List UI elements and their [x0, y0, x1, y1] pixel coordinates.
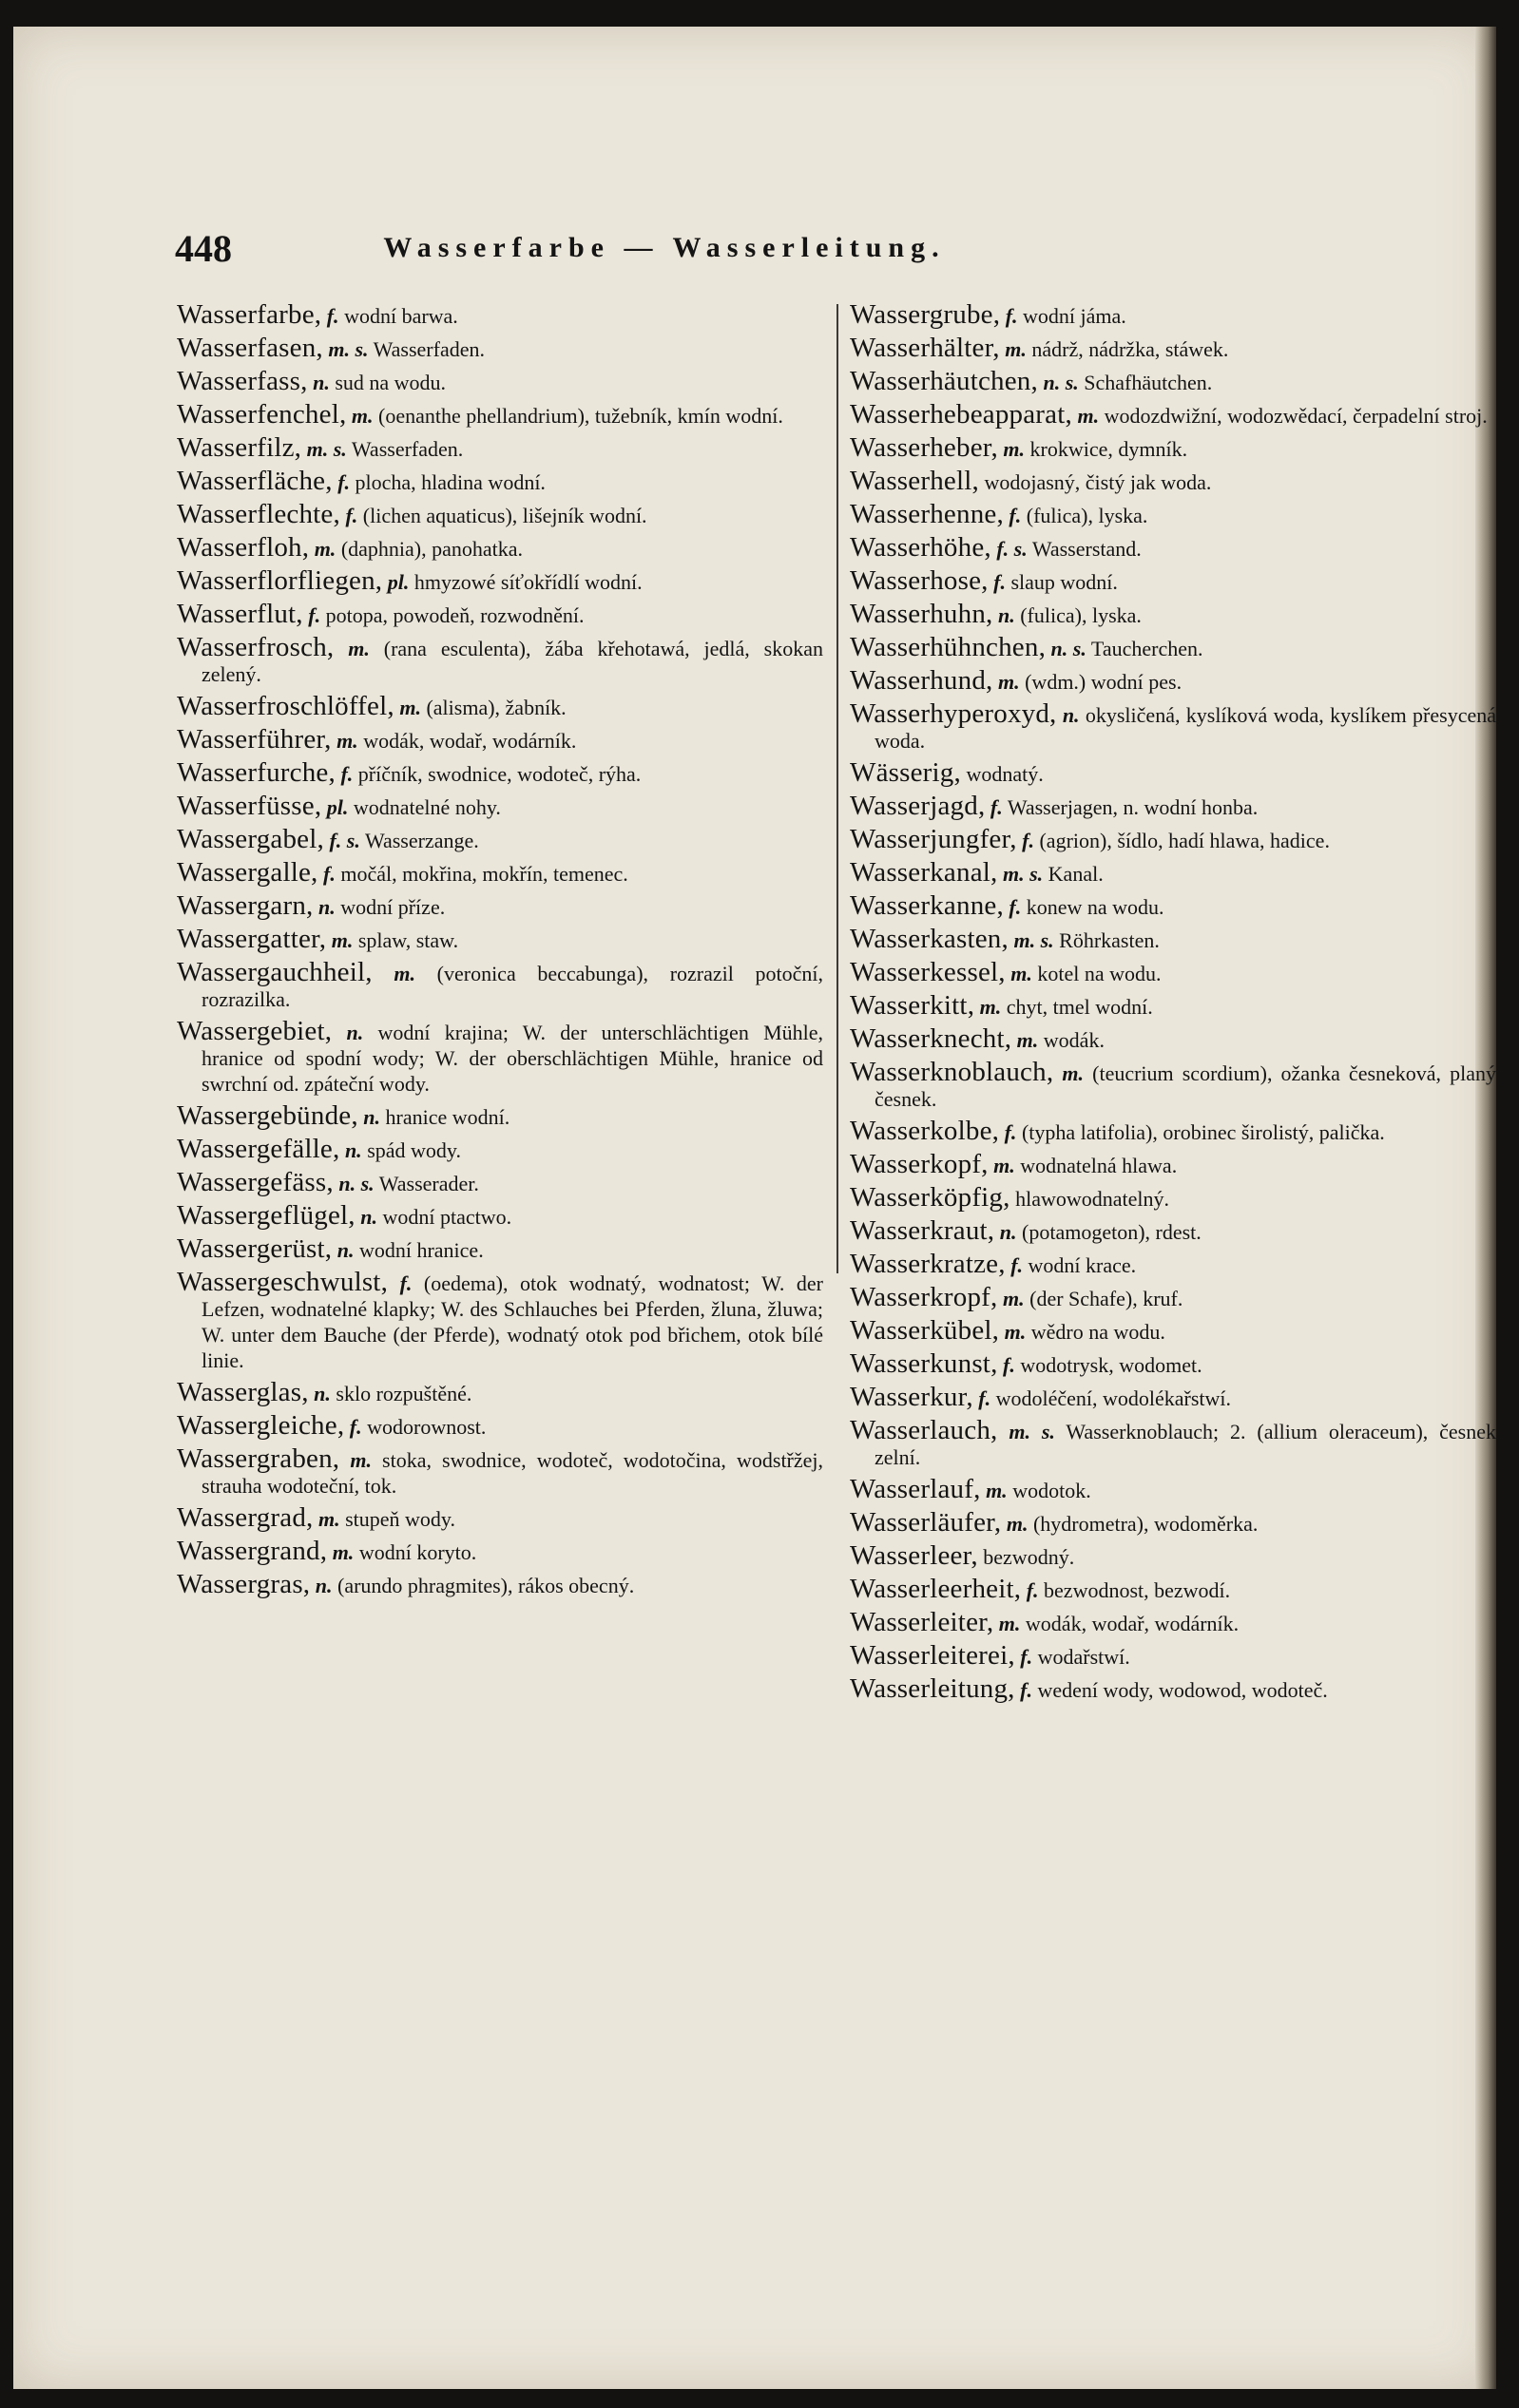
entry-definition: okysličená, kyslíková woda, kyslíkem přesycená woda. [875, 703, 1496, 753]
entry-grammar: f. [1020, 1678, 1032, 1702]
dictionary-entry [177, 1377, 823, 1407]
entry-grammar: m. [336, 729, 358, 753]
entry-grammar: m. [1077, 404, 1100, 428]
page-number: 448 [175, 227, 232, 270]
entry-definition: močál, mokřina, mokřín, temenec. [340, 862, 628, 886]
entry-headword: Wasserlauch, [850, 1415, 998, 1445]
entry-grammar: f. [1009, 895, 1022, 919]
entry-definition: potopa, powodeň, rozwodnění. [325, 603, 585, 627]
entry-definition: wodní hranice. [358, 1238, 484, 1262]
entry-grammar: n. [346, 1021, 364, 1044]
entry-definition: wědro na wodu. [1030, 1320, 1165, 1344]
entry-headword: Wasserleer, [850, 1540, 978, 1571]
entry-grammar: m. [1010, 962, 1032, 985]
page-header [175, 226, 1154, 274]
entry-headword: Wasserheber, [850, 432, 998, 463]
entry-headword: Wasserflechte, [177, 499, 340, 529]
dictionary-entry [850, 1282, 1496, 1312]
entry-headword: Wasserhuhn, [850, 599, 993, 629]
entry-definition: wodní příze. [340, 895, 446, 919]
entry-headword: Wasserkolbe, [850, 1116, 1000, 1146]
entry-definition: (potamogeton), rdest. [1022, 1220, 1202, 1244]
entry-headword: Wasserglas, [177, 1377, 309, 1407]
entry-grammar: m. s. [306, 437, 347, 461]
entry-grammar: m. [1006, 1512, 1029, 1536]
entry-definition: Kanal. [1048, 862, 1104, 886]
entry-headword: Wassergebiet, [177, 1016, 333, 1046]
dictionary-entry [177, 1538, 823, 1565]
entry-headword: Wasserflut, [177, 599, 303, 629]
entry-headword: Wasserleitung, [850, 1673, 1015, 1704]
dictionary-entry [850, 698, 1496, 754]
entry-grammar: m. [1003, 437, 1026, 461]
entry-headword: Wassergrube, [850, 299, 1001, 330]
dictionary-entry [177, 724, 823, 755]
entry-grammar: n. [1062, 703, 1080, 727]
dictionary-entry [850, 1474, 1496, 1504]
entry-headword: Wassergarn, [177, 890, 314, 921]
entry-grammar: m. [997, 670, 1020, 694]
entry-headword: Wasserfläche, [177, 466, 333, 496]
entry-grammar: f. [349, 1415, 362, 1439]
entry-grammar: m. s. [1002, 862, 1044, 886]
entry-grammar: f. [308, 603, 321, 627]
entry-headword: Wasserkratze, [850, 1249, 1006, 1279]
entry-headword: Wasserkanne, [850, 890, 1004, 921]
entry-definition: konew na wodu. [1026, 895, 1164, 919]
entry-grammar: pl. [326, 795, 349, 819]
entry-definition: (fulica), lyska. [1026, 504, 1148, 527]
entry-definition: (agrion), šídlo, hadí hlawa, hadice. [1039, 829, 1330, 852]
entry-grammar: m. [314, 537, 336, 561]
entry-headword: Wasserhose, [850, 565, 989, 596]
entry-grammar: m. [332, 1540, 355, 1564]
dictionary-entry [850, 499, 1496, 529]
entry-headword: Wasserlauf, [850, 1474, 981, 1504]
entry-definition: hmyzowé síťokřídlí wodní. [413, 570, 643, 594]
entry-grammar: f. [978, 1386, 991, 1410]
entry-definition: sud na wodu. [335, 371, 447, 394]
entry-headword: Wassergrad, [177, 1502, 314, 1533]
dictionary-entry [850, 1415, 1496, 1470]
entry-headword: Wasserkropf, [850, 1282, 998, 1312]
entry-definition: Wasserknoblauch; 2. (allium oleraceum), česnek zelní. [875, 1420, 1496, 1469]
dictionary-entry [177, 793, 823, 820]
dictionary-entry [850, 299, 1496, 330]
entry-headword: Wasserleiterei, [850, 1640, 1015, 1671]
entry-definition: wodoléčení, wodolékařstwí. [995, 1386, 1232, 1410]
dictionary-entry [177, 632, 824, 687]
entry-headword: Wasserleiter, [850, 1607, 994, 1637]
dictionary-entry [850, 1182, 1496, 1213]
entry-definition: (hydrometra), wodoměrka. [1032, 1512, 1259, 1536]
entry-grammar: m. [1016, 1028, 1039, 1052]
dictionary-entry [177, 1410, 823, 1441]
dictionary-entry [177, 924, 823, 954]
entry-headword: Wasserleerheit, [850, 1574, 1022, 1604]
entry-definition: (teucrium scordium), ožanka česneková, planý česnek. [875, 1061, 1497, 1111]
entry-headword: Wasserfüsse, [177, 791, 322, 821]
dictionary-entry [177, 1134, 823, 1164]
dictionary-entry [177, 857, 823, 888]
dictionary-entry [850, 757, 1496, 788]
entry-headword: Wasserfass, [177, 366, 308, 396]
entry-grammar: n. [360, 1205, 378, 1229]
entry-definition: spád wody. [367, 1138, 461, 1162]
entry-definition: hlawowodnatelný. [1015, 1187, 1169, 1211]
entry-headword: Wasserflorfliegen, [177, 565, 383, 596]
entry-definition: wodní krajina; W. der unterschlächtigen Mühle, hranice od spodní wody; W. der oberschlächtigen Mühle, hranice od swrchní od. zpáteční wody. [202, 1021, 824, 1096]
dictionary-entry [850, 532, 1496, 563]
entry-grammar: n. [314, 1382, 331, 1405]
dictionary-entry [177, 499, 823, 529]
entry-definition: wodní krace. [1028, 1253, 1137, 1277]
entry-definition: slaup wodní. [1010, 570, 1118, 594]
dictionary-entry [850, 1057, 1497, 1112]
entry-headword: Wasserfroschlöffel, [177, 691, 394, 721]
entry-headword: Wasserhöhe, [850, 532, 991, 563]
entry-headword: Wassergras, [177, 1569, 311, 1599]
dictionary-page [13, 27, 1496, 2389]
dictionary-entry [850, 857, 1496, 888]
entry-definition: Schafhäutchen. [1084, 371, 1213, 394]
entry-definition: Wasserfaden. [351, 437, 464, 461]
dictionary-entry [850, 632, 1496, 662]
entry-grammar: m. [331, 928, 354, 952]
entry-grammar: f. [345, 504, 358, 527]
dictionary-entry [177, 1016, 824, 1097]
entry-grammar: m. [394, 962, 415, 985]
dictionary-entry [177, 468, 823, 495]
entry-grammar: f. [1009, 504, 1022, 527]
entry-definition: wodní barwa. [344, 304, 458, 328]
dictionary-entry [177, 1100, 823, 1131]
entry-headword: Wasserkopf, [850, 1149, 989, 1179]
entry-definition: wedení wody, wodowod, wodoteč. [1037, 1678, 1328, 1702]
dictionary-entry [177, 890, 823, 921]
entry-definition: krokwice, dymník. [1029, 437, 1188, 461]
entry-definition: (arundo phragmites), rákos obecný. [337, 1574, 635, 1597]
dictionary-entry [850, 1574, 1496, 1604]
entry-definition: wodotrysk, wodomet. [1020, 1353, 1202, 1377]
entry-grammar: m. s. [1013, 928, 1054, 952]
entry-definition: (oenanthe phellandrium), tužebník, kmín wodní. [378, 404, 783, 428]
entry-grammar: f. [399, 1271, 413, 1295]
entry-headword: Wasserläufer, [850, 1507, 1002, 1538]
entry-grammar: m. [350, 1448, 372, 1472]
entry-headword: Wasserkessel, [850, 957, 1006, 987]
dictionary-entry [850, 1023, 1496, 1054]
dictionary-entry [850, 1315, 1496, 1346]
entry-headword: Wasserfasen, [177, 333, 323, 363]
dictionary-entry [850, 1249, 1496, 1279]
entry-headword: Wasserkunst, [850, 1348, 998, 1379]
dictionary-entry [850, 665, 1496, 696]
dictionary-entry [177, 824, 823, 854]
entry-grammar: f. s. [329, 829, 360, 852]
running-head: Wasserfarbe — Wasserleitung. [383, 232, 946, 263]
entry-grammar: m. [1005, 337, 1027, 361]
entry-grammar: m. [998, 1612, 1021, 1635]
entry-definition: wodní ptactwo. [382, 1205, 512, 1229]
entry-grammar: f. [1003, 1353, 1015, 1377]
dictionary-entry [850, 1540, 1496, 1571]
entry-grammar: f. [323, 862, 336, 886]
entry-grammar: f. [1020, 1645, 1033, 1669]
entry-headword: Wasserfloh, [177, 532, 310, 563]
entry-headword: Wassergraben, [177, 1443, 340, 1474]
entry-grammar: f. [337, 470, 351, 494]
entry-headword: Wasserfilz, [177, 432, 302, 463]
entry-grammar: n. [344, 1138, 362, 1162]
dictionary-entry [177, 335, 823, 362]
dictionary-entry [177, 1267, 823, 1373]
entry-grammar: m. [317, 1507, 340, 1531]
dictionary-entry [177, 399, 823, 430]
entry-grammar: f. [1004, 1120, 1017, 1144]
entry-definition: wodotok. [1012, 1479, 1091, 1502]
entry-headword: Wasserkur, [850, 1382, 973, 1412]
dictionary-entry [177, 1502, 823, 1533]
dictionary-entry [850, 366, 1496, 396]
dictionary-entry [177, 565, 823, 596]
entry-grammar: f. [1010, 1253, 1024, 1277]
entry-definition: wodozdwižní, wodozwědací, čerpadelní stroj. [1104, 404, 1488, 428]
entry-definition: kotel na wodu. [1037, 962, 1162, 985]
dictionary-entry [850, 890, 1496, 921]
dictionary-entry [850, 990, 1496, 1021]
dictionary-entry [177, 957, 824, 1012]
entry-grammar: n. s. [338, 1172, 375, 1195]
entry-headword: Wasserhühnchen, [850, 632, 1047, 662]
dictionary-entry [850, 824, 1496, 854]
dictionary-entry [177, 299, 823, 330]
entry-definition: bezwodný. [983, 1545, 1075, 1569]
entry-definition: stupeň wody. [345, 1507, 456, 1531]
entry-headword: Wasserfenchel, [177, 399, 347, 430]
entry-headword: Wasserjagd, [850, 791, 986, 821]
entry-definition: wodařstwí. [1037, 1645, 1130, 1669]
entry-definition: (alisma), žabník. [426, 696, 567, 719]
entry-headword: Wasserknoblauch, [850, 1057, 1054, 1087]
entry-headword: Wassergefälle, [177, 1134, 340, 1164]
entry-definition: (wdm.) wodní pes. [1025, 670, 1183, 694]
entry-headword: Wasserführer, [177, 724, 332, 755]
entry-definition: wodnatelné nohy. [353, 795, 501, 819]
entry-headword: Wassergrand, [177, 1536, 328, 1566]
entry-headword: Wasserhenne, [850, 499, 1004, 529]
entry-grammar: m. [351, 404, 374, 428]
dictionary-entry [850, 432, 1496, 463]
entry-headword: Wassergatter, [177, 924, 327, 954]
dictionary-entry [177, 366, 823, 396]
entry-definition: wodojasný, čistý jak woda. [984, 470, 1212, 494]
column-divider [836, 304, 838, 1273]
entry-definition: Wasserfaden. [373, 337, 485, 361]
entry-definition: wodák, wodař, wodárník. [1025, 1612, 1240, 1635]
entry-headword: Wasserfarbe, [177, 299, 322, 330]
dictionary-entry [177, 1569, 823, 1599]
entry-definition: splaw, staw. [357, 928, 459, 952]
entry-grammar: f. s. [996, 537, 1028, 561]
dictionary-entry [177, 1443, 824, 1499]
entry-headword: Wassergalle, [177, 857, 318, 888]
entry-definition: hranice wodní. [385, 1105, 510, 1129]
entry-grammar: n. [315, 1574, 333, 1597]
dictionary-entry [850, 1607, 1496, 1637]
dictionary-entry [850, 1149, 1496, 1179]
entry-grammar: n. [336, 1238, 355, 1262]
entry-grammar: f. [993, 570, 1006, 594]
entry-headword: Wassergerüst, [177, 1233, 333, 1264]
entry-grammar: m. [1003, 1287, 1025, 1310]
entry-definition: Wasserstand. [1031, 537, 1142, 561]
entry-definition: Röhrkasten. [1059, 928, 1160, 952]
entry-grammar: f. [1005, 304, 1018, 328]
entry-definition: (oedema), otok wodnatý, wodnatost; W. der Lefzen, wodnatelné klapky; W. des Schlauches bei Pferden, žluna, žluwa; W. unter dem Bauche (der Pferde), wodnatý otok pod břichem, otok bílé linie. [202, 1271, 823, 1372]
dictionary-entry [850, 1118, 1496, 1145]
entry-headword: Wasserhälter, [850, 333, 1000, 363]
entry-headword: Wasserhyperoxyd, [850, 698, 1057, 729]
dictionary-entry [850, 1673, 1496, 1704]
entry-grammar: n. [999, 1220, 1017, 1244]
entry-headword: Wasserkanal, [850, 857, 998, 888]
dictionary-entry [850, 1640, 1496, 1671]
entry-grammar: m. s. [1009, 1420, 1055, 1443]
entry-definition: sklo rozpuštěné. [336, 1382, 472, 1405]
dictionary-entry [850, 335, 1496, 362]
dictionary-entry [850, 599, 1496, 629]
entry-grammar: n. [317, 895, 336, 919]
dictionary-entry [850, 1382, 1496, 1412]
dictionary-entry [177, 1233, 823, 1264]
dictionary-entry [177, 532, 823, 563]
entry-grammar: n. s. [1043, 371, 1079, 394]
dictionary-entry [177, 432, 823, 463]
entry-definition: (rana esculenta), žába křehotawá, jedlá, skokan zelený. [202, 637, 824, 686]
entry-grammar: n. [997, 603, 1015, 627]
dictionary-entry [850, 1507, 1496, 1538]
entry-headword: Wasserhäutchen, [850, 366, 1038, 396]
entry-definition: (daphnia), panohatka. [340, 537, 524, 561]
entry-headword: Wassergeflügel, [177, 1200, 356, 1231]
entry-definition: plocha, hladina wodní. [355, 470, 546, 494]
entry-definition: (lichen aquaticus), lišejník wodní. [362, 504, 647, 527]
entry-definition: nádrž, nádržka, stáwek. [1031, 337, 1229, 361]
entry-definition: Taucherchen. [1090, 637, 1203, 660]
entry-definition: (veronica beccabunga), rozrazil potoční, rozrazilka. [202, 962, 824, 1011]
dictionary-entry [850, 1348, 1496, 1379]
entry-headword: Wasserhund, [850, 665, 993, 696]
entry-grammar: m. s. [328, 337, 369, 361]
left-column [177, 299, 824, 1605]
dictionary-entry [177, 1200, 823, 1231]
dictionary-entry [850, 924, 1496, 954]
entry-headword: Wasserfurche, [177, 757, 336, 788]
entry-headword: Wässerig, [850, 757, 961, 788]
entry-headword: Wasserjungfer, [850, 824, 1017, 854]
dictionary-entry [850, 957, 1496, 987]
entry-grammar: m. [986, 1479, 1008, 1502]
entry-definition: bezwodnost, bezwodí. [1044, 1578, 1231, 1602]
entry-definition: (typha latifolia), orobinec širolistý, palička. [1021, 1120, 1385, 1144]
dictionary-entry [177, 1167, 823, 1197]
entry-headword: Wasserknecht, [850, 1023, 1012, 1054]
entry-headword: Wassergebünde, [177, 1100, 358, 1131]
dictionary-entry [850, 399, 1496, 430]
entry-definition: stoka, swodnice, wodoteč, wodotočina, wodstřžej, strauha wodoteční, tok. [202, 1448, 824, 1498]
entry-grammar: n. s. [1050, 637, 1086, 660]
entry-headword: Wassergleiche, [177, 1410, 345, 1441]
dictionary-entry [177, 599, 823, 629]
entry-headword: Wasserköpfig, [850, 1182, 1010, 1213]
entry-headword: Wassergefäss, [177, 1167, 334, 1197]
entry-headword: Wasserhell, [850, 466, 979, 496]
entry-definition: wodnatý. [966, 762, 1044, 786]
entry-definition: Wasserzange. [364, 829, 479, 852]
entry-definition: příčník, swodnice, wodoteč, rýha. [357, 762, 642, 786]
entry-headword: Wasserfrosch, [177, 632, 335, 662]
entry-grammar: n. [313, 371, 330, 394]
entry-grammar: m. [979, 995, 1002, 1019]
entry-grammar: f. [1026, 1578, 1039, 1602]
entry-grammar: m. [1004, 1320, 1027, 1344]
entry-definition: wodní koryto. [358, 1540, 477, 1564]
entry-definition: (der Schafe), kruf. [1029, 1287, 1183, 1310]
entry-grammar: f. [326, 304, 339, 328]
entry-grammar: f. [1022, 829, 1034, 852]
entry-headword: Wasserkraut, [850, 1215, 995, 1246]
dictionary-entry [177, 757, 823, 788]
entry-headword: Wassergauchheil, [177, 957, 373, 987]
dictionary-entry [850, 468, 1496, 495]
dictionary-entry [850, 565, 1496, 596]
entry-headword: Wasserhebeapparat, [850, 399, 1072, 430]
entry-definition: wodák. [1043, 1028, 1105, 1052]
entry-headword: Wassergeschwulst, [177, 1267, 389, 1297]
entry-definition: chyt, tmel wodní. [1006, 995, 1153, 1019]
entry-definition: wodní jáma. [1023, 304, 1126, 328]
entry-definition: (fulica), lyska. [1020, 603, 1142, 627]
dictionary-entry [850, 1215, 1496, 1246]
entry-grammar: f. [990, 795, 1003, 819]
entry-grammar: m. [1062, 1061, 1085, 1085]
entry-definition: Wasserjagen, n. wodní honba. [1007, 795, 1259, 819]
entry-definition: wodnatelná hlawa. [1020, 1154, 1178, 1177]
entry-headword: Wassergabel, [177, 824, 324, 854]
entry-grammar: n. [363, 1105, 381, 1129]
entry-headword: Wasserkitt, [850, 990, 975, 1021]
right-column [850, 299, 1497, 1710]
entry-definition: wodorownost. [367, 1415, 487, 1439]
entry-headword: Wasserkübel, [850, 1315, 1000, 1346]
entry-grammar: m. [348, 637, 370, 660]
entry-grammar: f. [340, 762, 354, 786]
dictionary-entry [177, 691, 823, 721]
dictionary-entry [850, 793, 1496, 820]
entry-definition: Wasserader. [378, 1172, 479, 1195]
entry-definition: wodák, wodař, wodárník. [363, 729, 577, 753]
entry-headword: Wasserkasten, [850, 924, 1009, 954]
entry-grammar: m. [399, 696, 421, 719]
entry-grammar: pl. [387, 570, 410, 594]
entry-grammar: m. [993, 1154, 1015, 1177]
